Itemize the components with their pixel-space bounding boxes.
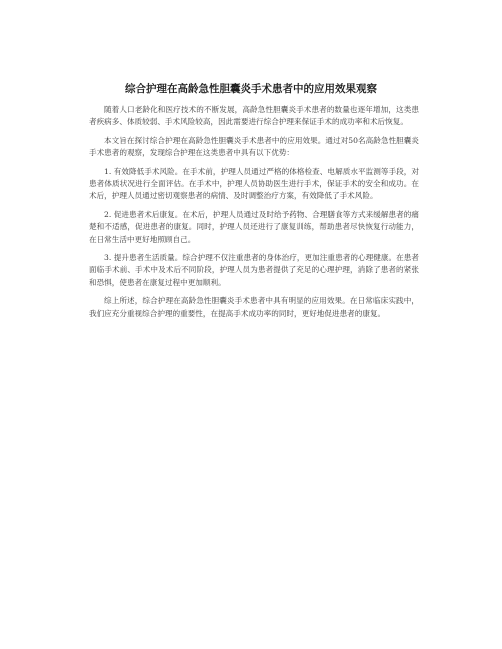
document-title: 综合护理在高龄急性胆囊炎手术患者中的应用效果观察 <box>125 83 377 95</box>
paragraph-purpose: 本文旨在探讨综合护理在高龄急性胆囊炎手术患者中的应用效果。通过对50名高龄急性胆囊炎手术患者的观察，发现综合护理在这类患者中具有以下优势： <box>89 135 419 158</box>
document-body <box>89 104 419 326</box>
paragraph-point-1: 1. 有效降低手术风险。在手术前，护理人员通过严格的体格检查、电解质水平监测等手段，对患者体质状况进行全面评估。在手术中，护理人员协助医生进行手术，保证手术的安全和成功。在术后，护理人员通过密切观察患者的病情、及时调整治疗方案，有效降低了手术风险。 <box>89 166 419 201</box>
paragraph-conclusion: 综上所述，综合护理在高龄急性胆囊炎手术患者中具有明显的应用效果。在日常临床实践中，我们应充分重视综合护理的重要性，在提高手术成功率的同时，更好地促进患者的康复。 <box>89 296 419 318</box>
paragraph-point-2: 2. 促进患者术后康复。在术后，护理人员通过及时给予药物、合理膳食等方式来缓解患者的痛楚和不适感，促进患者的康复。同时，护理人员还进行了康复训练，帮助患者尽快恢复行动能力，在日常生活中更好地照顾自己。 <box>89 209 419 244</box>
paragraph-intro: 随着人口老龄化和医疗技术的不断发展，高龄急性胆囊炎手术患者的数量也逐年增加，这类患者疾病多、体质较弱、手术风险较高，因此需要进行综合护理来保证手术的成功率和术后恢复。 <box>89 105 419 127</box>
paragraph-point-3: 3. 提升患者生活质量。综合护理不仅注重患者的身体治疗，更加注重患者的心理健康。在患者面临手术前、手术中及术后不同阶段，护理人员为患者提供了充足的心理护理，消除了患者的紧张和恐惧，使患者在康复过程中更加顺利。 <box>89 253 419 287</box>
